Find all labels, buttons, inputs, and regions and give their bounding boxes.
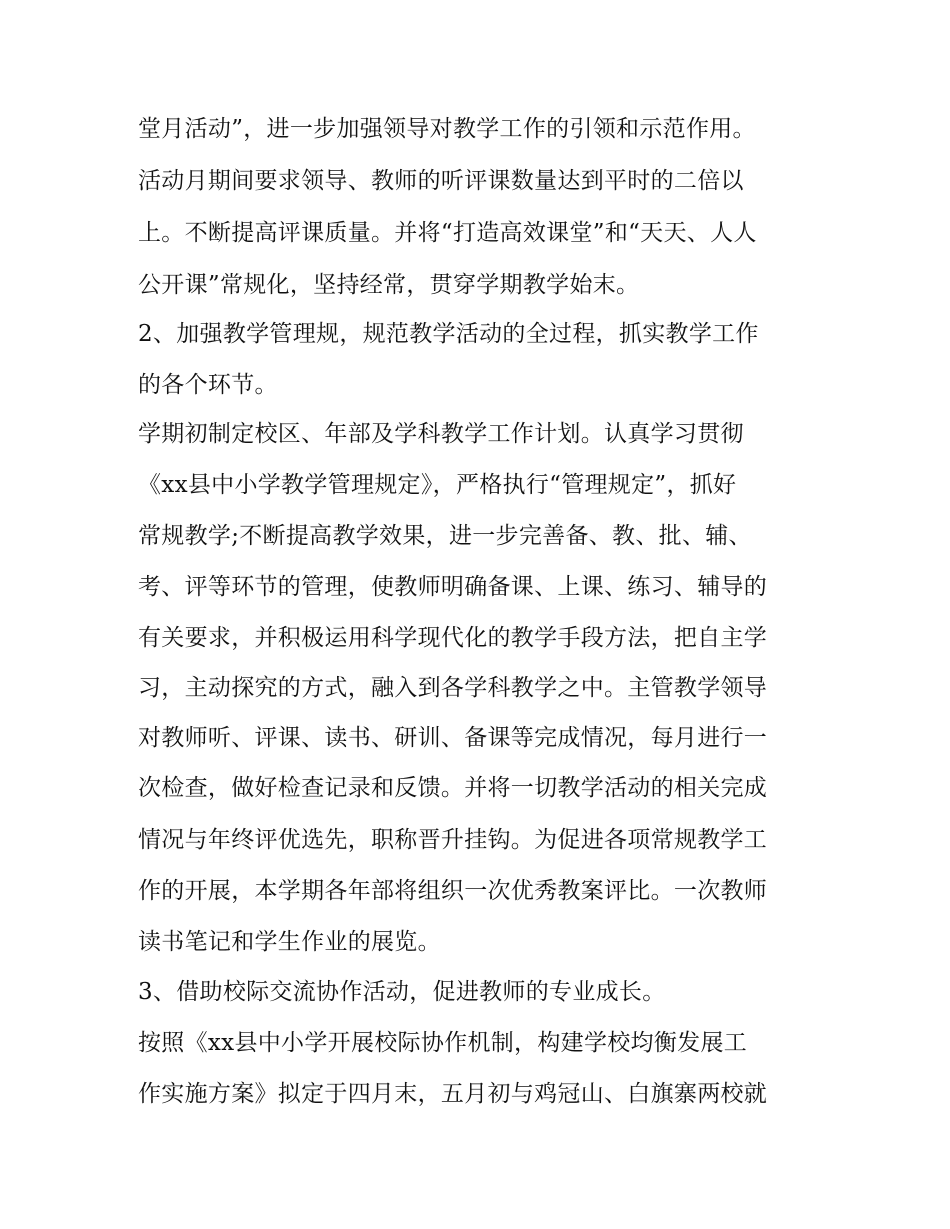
- text-line: 作实施方案》拟定于四月末，五月初与鸡冠山、白旗寨两校就: [138, 1081, 768, 1107]
- text-line: 活动月期间要求领导、教师的听评课数量达到平时的二倍以: [138, 168, 744, 194]
- text-line: 读书笔记和学生作业的展览。: [138, 929, 441, 955]
- text-line: 《xx县中小学教学管理规定》，严格执行“管理规定”，抓好: [138, 472, 737, 498]
- text-line: 按照《xx县中小学开展校际协作机制，构建学校均衡发展工: [138, 1030, 748, 1056]
- text-line: 常规教学;不断提高教学效果，进一步完善备、教、批、辅、: [138, 523, 752, 549]
- text-line: 3、借助校际交流协作活动，促进教师的专业成长。: [138, 979, 666, 1005]
- text-line: 公开课”常规化，坚持经常，贯穿学期教学始末。: [138, 272, 640, 298]
- text-line: 学期初制定校区、年部及学科教学工作计划。认真学习贯彻: [138, 421, 744, 447]
- text-line: 考、评等环节的管理，使教师明确备课、上课、练习、辅导的: [138, 574, 768, 600]
- text-line: 次检查，做好检查记录和反馈。并将一切教学活动的相关完成: [138, 775, 768, 801]
- text-line: 作的开展，本学期各年部将组织一次优秀教案评比。一次教师: [138, 878, 768, 904]
- text-line: 堂月活动”，进一步加强领导对教学工作的引领和示范作用。: [138, 116, 756, 142]
- text-line: 情况与年终评优选先，职称晋升挂钩。为促进各项常规教学工: [138, 827, 768, 853]
- text-line: 的各个环节。: [138, 372, 278, 398]
- text-line: 习，主动探究的方式，融入到各学科教学之中。主管教学领导: [138, 675, 768, 701]
- text-line: 2、加强教学管理规，规范教学活动的全过程，抓实教学工作: [138, 321, 759, 347]
- text-line: 有关要求，并积极运用科学现代化的教学手段方法，把自主学: [138, 625, 768, 651]
- text-line: 对教师听、评课、读书、研训、备课等完成情况，每月进行一: [138, 725, 768, 751]
- text-line: 上。不断提高评课质量。并将“打造高效课堂”和“天天、人人: [138, 220, 757, 246]
